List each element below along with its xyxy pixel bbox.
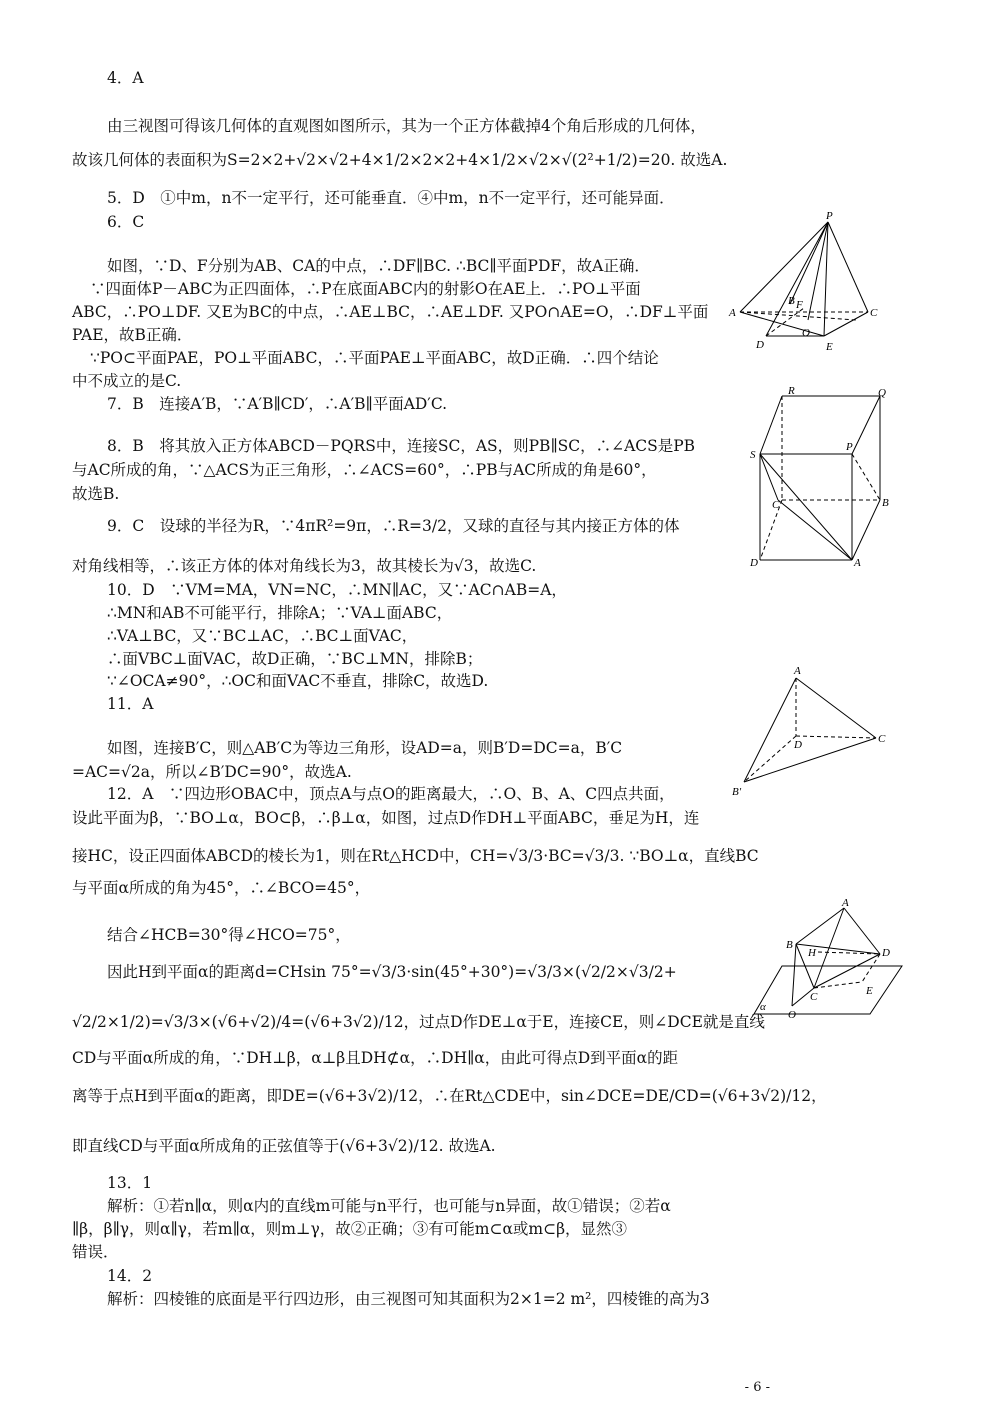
fig-label: E	[826, 341, 833, 353]
text-line: ∵四面体P－ABC为正四面体，∴P在底面ABC内的射影O在AE上．∴PO⊥平面	[90, 280, 641, 298]
text-line: 与平面α所成的角为45°，∴∠BCO=45°，	[72, 879, 371, 897]
cube-figure	[748, 386, 898, 575]
fig-label: O	[802, 327, 810, 339]
fig-label: H	[808, 947, 816, 959]
fig-label: S	[750, 449, 756, 461]
fig-label: P	[846, 441, 853, 453]
tetrahedron-figure	[728, 208, 888, 362]
text-line: 错误．	[72, 1243, 119, 1261]
text-line: 9．C 设球的半径为R，∵4πR²=9π，∴R=3/2，又球的直径与其内接正方体的体	[107, 517, 680, 535]
text-line: 离等于点H到平面α的距离，即DE=(√6+3√2)/12，∴在Rt△CDE中，sin∠DCE=DE/CD=(√6+3√2)/12，	[72, 1087, 827, 1105]
fig-label: A	[854, 557, 861, 569]
text-line: 因此H到平面α的距离d=CHsin 75°=√3/3·sin(45°+30°)=√3/3×(√2/2×√3/2+	[107, 963, 677, 981]
fig-label: B′	[732, 786, 742, 798]
text-line: ∴VA⊥BC，又∵BC⊥AC，∴BC⊥面VAC，	[107, 627, 418, 645]
fig-label: O	[788, 1009, 796, 1021]
text-line: 13．1	[107, 1174, 153, 1192]
fig-label: C	[810, 991, 818, 1003]
text-line: 14．2	[107, 1267, 153, 1285]
text-line: 5．D ①中m，n不一定平行，还可能垂直．④中m，n不一定平行，还可能异面．	[107, 189, 675, 207]
figure-12	[752, 896, 912, 1025]
text-line: 6．C	[107, 213, 145, 231]
text-line: 故选B.	[72, 485, 120, 503]
text-line: √2/2×1/2)=√3/3×(√6+√2)/4=(√6+3√2)/12，过点D作DE⊥α于E，连接CE，则∠DCE就是直线	[72, 1013, 765, 1031]
fig-label: A	[842, 897, 849, 909]
figure-11	[730, 664, 900, 803]
fig-label: D	[882, 947, 890, 959]
fig-label: D	[794, 739, 802, 751]
text-line: ∥β，β∥γ，则α∥γ，若m∥α，则m⊥γ，故②正确；③有可能m⊂α或m⊂β，显然③	[72, 1220, 628, 1238]
text-line: 接HC，设正四面体ABCD的棱长为1，则在Rt△HCD中，CH=√3/3·BC=√3/3. ∵BO⊥α，直线BC	[72, 847, 759, 865]
fig-label: B	[786, 939, 793, 951]
page-number: - 6 -	[744, 1380, 770, 1395]
text-line: 10．D ∵VM=MA，VN=NC，∴MN∥AC，又∵AC∩AB=A，	[107, 581, 567, 599]
fig-label: P	[826, 210, 833, 222]
text-line: 解析：四棱锥的底面是平行四边形，由三视图可知其面积为2×1=2 m²，四棱锥的高为3	[107, 1290, 710, 1308]
text-line: ∴MN和AB不可能平行，排除A；∵VA⊥面ABC，	[107, 604, 453, 622]
text-line: ∴面VBC⊥面VAC，故D正确，∵BC⊥MN，排除B；	[107, 650, 483, 668]
fig-label: B	[788, 295, 795, 307]
text-line: ∵PO⊂平面PAE，PO⊥平面ABC，∴平面PAE⊥平面ABC，故D正确．∴四个结论	[90, 349, 659, 367]
text-line: 4．A	[107, 69, 144, 87]
text-line: CD与平面α所成的角，∵DH⊥β，α⊥β且DH⊄α，∴DH∥α，由此可得点D到平面α的距	[72, 1049, 679, 1067]
fig-label: D	[756, 339, 764, 351]
fig-label: C	[772, 499, 780, 511]
fig-label: E	[866, 985, 873, 997]
text-line: ∵∠OCA≠90°，∴OC和面VAC不垂直，排除C，故选D.	[107, 672, 489, 690]
fig-label: A	[794, 665, 801, 677]
text-line: PAE，故B正确．	[72, 326, 193, 344]
text-line: 与AC所成的角，∵△ACS为正三角形，∴∠ACS=60°，∴PB与AC所成的角是60°，	[72, 461, 657, 479]
text-line: 故该几何体的表面积为S=2×2+√2×√2+4×1/2×2×2+4×1/2×√2×√(2²+1/2)=20. 故选A.	[72, 151, 728, 169]
text-line: 由三视图可得该几何体的直观图如图所示，其为一个正方体截掉4个角后形成的几何体，	[107, 117, 706, 135]
text-line: 对角线相等，∴该正方体的体对角线长为3，故其棱长为√3，故选C.	[72, 557, 537, 575]
text-line: 解析：①若n∥α，则α内的直线m可能与n平行，也可能与n异面，故①错误；②若α	[107, 1197, 671, 1215]
text-line: ABC，∴PO⊥DF. 又E为BC的中点，∴AE⊥BC，∴AE⊥DF. 又PO∩AE=O，∴DF⊥平面	[72, 303, 709, 321]
text-line: 8．B 将其放入正方体ABCD－PQRS中，连接SC，AS，则PB∥SC，∴∠ACS是PB	[107, 437, 696, 455]
text-line: 如图，∵D、F分别为AB、CA的中点，∴DF∥BC. ∴BC∥平面PDF，故A正确．	[107, 257, 650, 275]
fig-label: D	[750, 557, 758, 569]
fig-label: B	[882, 497, 889, 509]
text-line: 7．B 连接A′B，∵A′B∥CD′，∴A′B∥平面AD′C.	[107, 395, 448, 413]
fig-label: C	[878, 733, 886, 745]
text-line: 如图，连接B′C，则△AB′C为等边三角形，设AD=a，则B′D=DC=a，B′C	[107, 739, 623, 757]
text-line: 12．A ∵四边形OBAC中，顶点A与点O的距离最大，∴O、B、A、C四点共面，	[107, 785, 675, 803]
text-line: 设此平面为β，∵BO⊥α，BO⊂β，∴β⊥α，如图，过点D作DH⊥平面ABC，垂足为H，连	[72, 809, 700, 827]
text-line: 结合∠HCB=30°得∠HCO=75°，	[107, 926, 351, 944]
text-line: 11．A	[107, 695, 154, 713]
text-line: 中不成立的是C.	[72, 372, 182, 390]
fig-label: C	[870, 307, 878, 319]
fig-label: α	[760, 1001, 766, 1013]
text-line: =AC=√2a，所以∠B′DC=90°，故选A.	[72, 763, 352, 781]
text-line: 即直线CD与平面α所成角的正弦值等于(√6+3√2)/12. 故选A.	[72, 1137, 496, 1155]
fig-label: A	[729, 307, 736, 319]
fig-label: F	[796, 299, 803, 311]
fig-label: R	[788, 386, 795, 397]
fig-label: Q	[878, 387, 886, 399]
